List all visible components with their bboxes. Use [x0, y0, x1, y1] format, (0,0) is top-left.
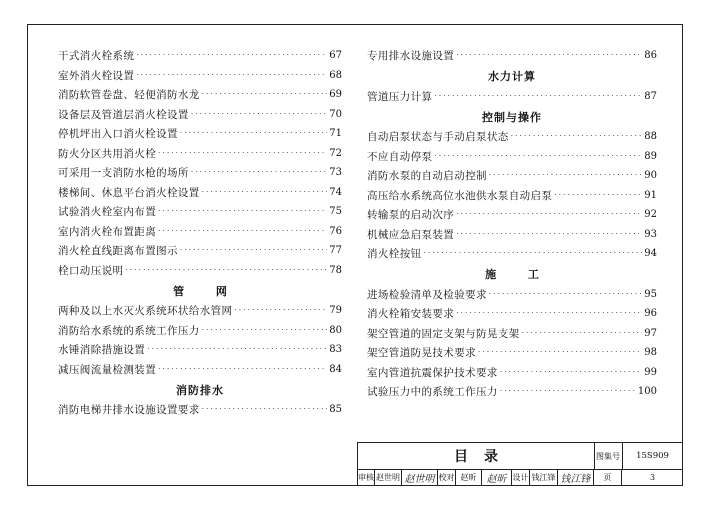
- toc-entry-page: 91: [644, 189, 657, 201]
- toc-entry-title: 试验消火栓室内布置: [58, 206, 157, 219]
- leader-dots: [434, 153, 642, 160]
- page-label: 页: [594, 469, 622, 486]
- leader-dots: [234, 307, 327, 314]
- leader-dots: [489, 172, 642, 179]
- toc-entry-title: 专用排水设施设置: [367, 50, 455, 63]
- toc-entry-title: 不应自动停泵: [367, 150, 433, 163]
- toc-entry-page: 79: [329, 305, 342, 317]
- checker-signature: 赵昕: [482, 469, 512, 486]
- toc-entry-page: 88: [644, 131, 657, 143]
- toc-entry-page: 96: [644, 308, 657, 320]
- leader-dots: [511, 133, 643, 140]
- toc-entry-title: 进场检验清单及检验要求: [367, 288, 487, 301]
- toc-entry-page: 85: [329, 404, 342, 416]
- leader-dots: [136, 52, 327, 59]
- title-block-bottom-row: [358, 469, 683, 486]
- page-number: 3: [649, 473, 656, 482]
- toc-entry: [367, 127, 657, 147]
- toc-entry: [58, 222, 342, 242]
- toc-entry: [367, 343, 657, 363]
- leader-dots: [158, 150, 327, 157]
- toc-entry-page: 98: [644, 347, 657, 359]
- section-heading-construction: 施 工: [485, 268, 553, 281]
- title-block: [357, 442, 683, 486]
- toc-entry: [58, 124, 342, 144]
- toc-entry-title: 消防给水系统的系统工作压力: [58, 324, 200, 337]
- toc-entry-page: 74: [329, 186, 342, 198]
- toc-entry-page: 69: [329, 89, 342, 101]
- toc-entry-title: 消火栓箱安装要求: [367, 308, 455, 321]
- toc-entry-title: 消防水泵的自动启动控制: [367, 170, 487, 183]
- leader-dots: [456, 52, 642, 59]
- review-label: 审核: [358, 469, 375, 486]
- toc-entry-title: 机械应急启泵装置: [367, 228, 455, 241]
- toc-entry-title: 停机坪出入口消火栓设置: [58, 128, 178, 141]
- toc-entry-page: 95: [644, 288, 657, 300]
- toc-entry-title: 减压阀流量检测装置: [58, 363, 157, 376]
- toc-entry-page: 99: [644, 366, 657, 378]
- leader-dots: [202, 91, 328, 98]
- leader-dots: [202, 189, 328, 196]
- toc-entry-page: 87: [644, 90, 657, 102]
- toc-entry: [58, 105, 342, 125]
- toc-entry: [58, 66, 342, 86]
- section-heading-drainage: 消防排水: [176, 383, 224, 397]
- toc-entry: [367, 363, 657, 383]
- toc-entry: [58, 46, 342, 66]
- leader-dots: [202, 406, 328, 413]
- toc-entry-page: 73: [329, 167, 342, 179]
- toc-entry-page: 84: [329, 363, 342, 375]
- toc-entry-title: 可采用一支消防水枪的场所: [58, 167, 189, 180]
- toc-entry: [367, 225, 657, 245]
- toc-entry-title: 转输泵的启动次序: [367, 209, 455, 222]
- designer-name: 钱江锋: [530, 469, 558, 486]
- leader-dots: [136, 72, 327, 79]
- toc-entry-page: 90: [644, 170, 657, 182]
- toc-entry: [58, 261, 342, 281]
- leader-dots: [202, 327, 328, 334]
- toc-entry-page: 67: [329, 50, 342, 62]
- leader-dots: [500, 388, 636, 395]
- toc-entry: [58, 241, 342, 261]
- leader-dots: [191, 111, 327, 118]
- toc-entry-page: 75: [329, 206, 342, 218]
- toc-entry: [367, 205, 657, 225]
- toc-entry-page: 71: [329, 128, 342, 140]
- toc-entry-page: 68: [329, 69, 342, 81]
- toc-entry-page: 94: [644, 248, 657, 260]
- toc-left-column: [58, 46, 342, 420]
- toc-entry-title: 消防软管卷盘、轻便消防水龙: [58, 89, 200, 102]
- title-block-top-row: [358, 443, 683, 470]
- leader-dots: [180, 130, 327, 137]
- toc-entry-page: 83: [329, 344, 342, 356]
- toc-entry-page: 80: [329, 324, 342, 336]
- section-heading-pipe-network: 管 网: [173, 284, 241, 298]
- leader-dots: [125, 267, 327, 274]
- toc-entry-title: 两种及以上水灭火系统环状给水管网: [58, 305, 233, 318]
- leader-dots: [478, 349, 642, 356]
- toc-entry-title: 试验压力中的系统工作压力: [367, 386, 498, 399]
- leader-dots: [147, 346, 327, 353]
- toc-entry-page: 78: [329, 264, 342, 276]
- toc-entry: [367, 244, 657, 264]
- check-label: 校对: [438, 469, 456, 486]
- leader-dots: [191, 169, 327, 176]
- atlas-number: 15S909: [636, 451, 669, 461]
- toc-entry: [367, 186, 657, 206]
- toc-entry-title: 自动启泵状态与手动启泵状态: [367, 131, 509, 144]
- toc-entry-title: 架空管道防晃技术要求: [367, 347, 476, 360]
- toc-entry-title: 设备层及管道层消火栓设置: [58, 108, 189, 121]
- leader-dots: [456, 231, 642, 238]
- toc-entry: [367, 382, 657, 402]
- toc-entry: [58, 183, 342, 203]
- toc-right-column: [367, 46, 657, 402]
- leader-dots: [522, 330, 643, 337]
- leader-dots: [489, 291, 642, 298]
- toc-entry: [58, 360, 342, 380]
- toc-entry: [58, 202, 342, 222]
- leader-dots: [424, 250, 643, 257]
- reviewer-signature: 赵世明: [402, 469, 438, 486]
- toc-entry-title: 干式消火栓系统: [58, 50, 135, 63]
- toc-group-hydrants: [58, 46, 342, 280]
- leader-dots: [456, 310, 642, 317]
- toc-entry-page: 100: [637, 386, 657, 398]
- leader-dots: [158, 208, 327, 215]
- leader-dots: [434, 93, 642, 100]
- toc-entry-title: 消防电梯井排水设施设置要求: [58, 404, 200, 417]
- reviewer-name: 赵世明: [375, 469, 402, 486]
- design-label: 设计: [512, 469, 530, 486]
- toc-entry-page: 93: [644, 228, 657, 240]
- leader-dots: [158, 228, 327, 235]
- toc-entry-title: 防火分区共用消火栓: [58, 147, 157, 160]
- toc-entry-page: 76: [329, 225, 342, 237]
- toc-entry: [58, 144, 342, 164]
- toc-entry: [58, 163, 342, 183]
- leader-dots: [456, 211, 642, 218]
- toc-entry-page: 72: [329, 147, 342, 159]
- toc-group-pipe-network: [58, 301, 342, 379]
- toc-entry: [58, 340, 342, 360]
- section-heading-hydraulic: 水力计算: [488, 70, 536, 83]
- toc-entry: [58, 301, 342, 321]
- toc-entry-title: 水锤消除措施设置: [58, 344, 146, 357]
- toc-entry: [367, 166, 657, 186]
- toc-entry: [367, 147, 657, 167]
- toc-entry-page: 70: [329, 108, 342, 120]
- leader-dots: [158, 366, 327, 373]
- toc-entry-title: 管道压力计算: [367, 90, 433, 103]
- toc-group-hydraulic: [367, 87, 657, 107]
- leader-dots: [554, 192, 642, 199]
- toc-entry: [367, 304, 657, 324]
- leader-dots: [500, 369, 642, 376]
- section-heading-control: 控制与操作: [482, 110, 542, 124]
- toc-entry: [58, 85, 342, 105]
- toc-entry-page: 89: [644, 150, 657, 162]
- toc-entry: [58, 400, 342, 420]
- toc-entry-title: 楼梯间、休息平台消火栓设置: [58, 186, 200, 199]
- toc-entry-title: 消火栓直线距离布置图示: [58, 245, 178, 258]
- checker-name: 赵昕: [456, 469, 482, 486]
- sheet-title: 目录: [358, 443, 595, 469]
- toc-entry-title: 架空管道的固定支架与防晃支架: [367, 327, 520, 340]
- toc-entry-title: 室内消火栓布置距离: [58, 225, 157, 238]
- toc-group-control: [367, 127, 657, 264]
- atlas-number-label: 图集号: [594, 443, 623, 469]
- toc-entry-title: 室外消火栓设置: [58, 69, 135, 82]
- toc-entry-title: 栓口动压说明: [58, 264, 124, 277]
- toc-entry: [367, 46, 657, 66]
- designer-signature: 钱江锋: [558, 469, 594, 486]
- toc-entry-page: 77: [329, 245, 342, 257]
- toc-group-drainage-cont: [367, 46, 657, 66]
- toc-group-construction: [367, 285, 657, 402]
- toc-entry-page: 86: [644, 50, 657, 62]
- toc-entry-page: 92: [644, 209, 657, 221]
- toc-entry: [58, 321, 342, 341]
- toc-entry: [367, 87, 657, 107]
- toc-entry: [367, 324, 657, 344]
- leader-dots: [180, 247, 327, 254]
- toc-entry-page: 97: [644, 327, 657, 339]
- toc-group-drainage: [58, 400, 342, 420]
- toc-entry-title: 室内管道抗震保护技术要求: [367, 366, 498, 379]
- toc-entry-title: 高压给水系统高位水池供水泵自动启泵: [367, 189, 553, 202]
- toc-entry-title: 消火栓按钮: [367, 248, 422, 261]
- toc-entry: [367, 285, 657, 305]
